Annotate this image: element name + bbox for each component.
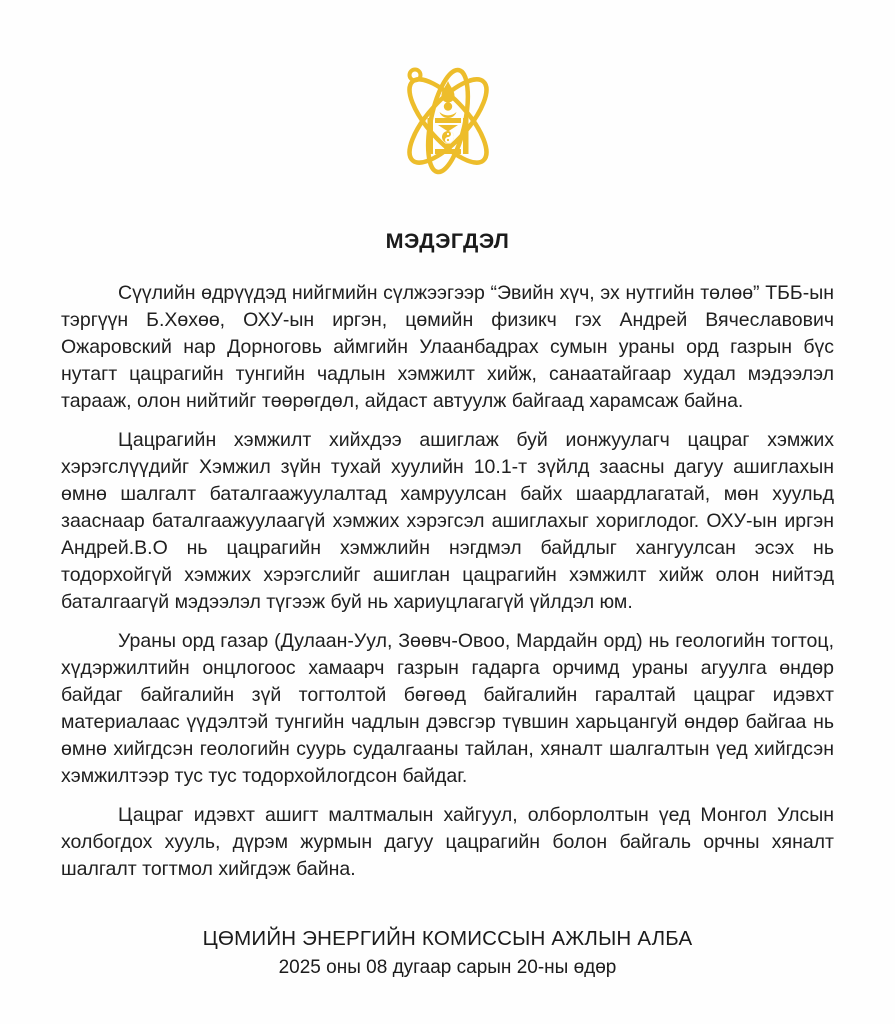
document-footer bbox=[61, 927, 834, 979]
page-title: МЭДЭГДЭЛ bbox=[385, 229, 510, 253]
paragraph-1: Сүүлийн өдрүүдэд нийгмийн сүлжээгээр “Эвийн хүч, эх нутгийн төлөө” ТББ-ын тэргүүн Б.Хөхөө, ОХУ-ын иргэн, цөмийн физикч гэх Андрей Вячеславович Ожаровский нар Дорноговь аймгийн Улаанбадрах сумын ураны орд газрын бүс нутагт цацрагийн тунгийн чадлын хэмжилт хийж, санаатайгаар худал мэдээлэл тарааж, олон нийтийг төөрөгдөл, айдаст автуулж байгаад харамсаж байна. bbox=[61, 282, 834, 412]
paragraph-4: Цацраг идэвхт ашигт малтмалын хайгуул, олборлолтын үед Монгол Улсын холбогдох хууль, дүрэм журмын дагуу цацрагийн болон байгаль орчны хяналт шалгалт тогтмол хийгдэж байна. bbox=[61, 804, 834, 880]
paragraph-2: Цацрагийн хэмжилт хийхдээ ашиглаж буй ионжуулагч цацраг хэмжих хэрэгслүүдийг Хэмжил зүйн тухай хуулийн 10.1-т зүйлд заасны дагуу ашиглахын өмнө шалгалт баталгаажуулалтад хамруулсан байх шаардлагатай, мөн хуульд зааснаар баталгаажуулаагүй хэмжих хэрэгсэл ашиглахыг хориглодог. ОХУ-ын иргэн Андрей.В.О нь цацрагийн хэмжлийн нэгдмэл байдлыг хангуулсан эсэх нь тодорхойгүй хэмжих хэрэгслийг ашиглан цацрагийн хэмжилт хийж олон нийтэд баталгаагүй мэдээлэл түгээж буй нь хариуцлагагүй үйлдэл юм. bbox=[61, 429, 834, 613]
commission-logo bbox=[61, 0, 834, 185]
atom-soyombo-icon bbox=[388, 60, 508, 180]
paragraph-3: Ураны орд газар (Дулаан-Уул, Зөөвч-Овоо, Мардайн орд) нь геологийн тогтоц, хүдэржилтийн онцлогоос хамаарч газрын гадарга орчимд ураны агуулга өндөр байдаг байгалийн зүй тогтолтой бөгөөд байгалийн гаралтай цацраг идэвхт материалаас үүдэлтэй тунгийн чадлын дэвсгэр түвшин харьцангуй өндөр байгаа нь өмнө хийгдсэн геологийн суурь судалгааны тайлан, хяналт шалгалтын үед хийгдсэн хэмжилтээр тус тус тодорхойлогдсон байдаг. bbox=[61, 630, 834, 787]
footer-date: 2025 оны 08 дугаар сарын 20-ны өдөр bbox=[278, 957, 617, 978]
footer-organization: ЦӨМИЙН ЭНЕРГИЙН КОМИССЫН АЖЛЫН АЛБА bbox=[202, 927, 693, 950]
document-body bbox=[61, 280, 834, 883]
